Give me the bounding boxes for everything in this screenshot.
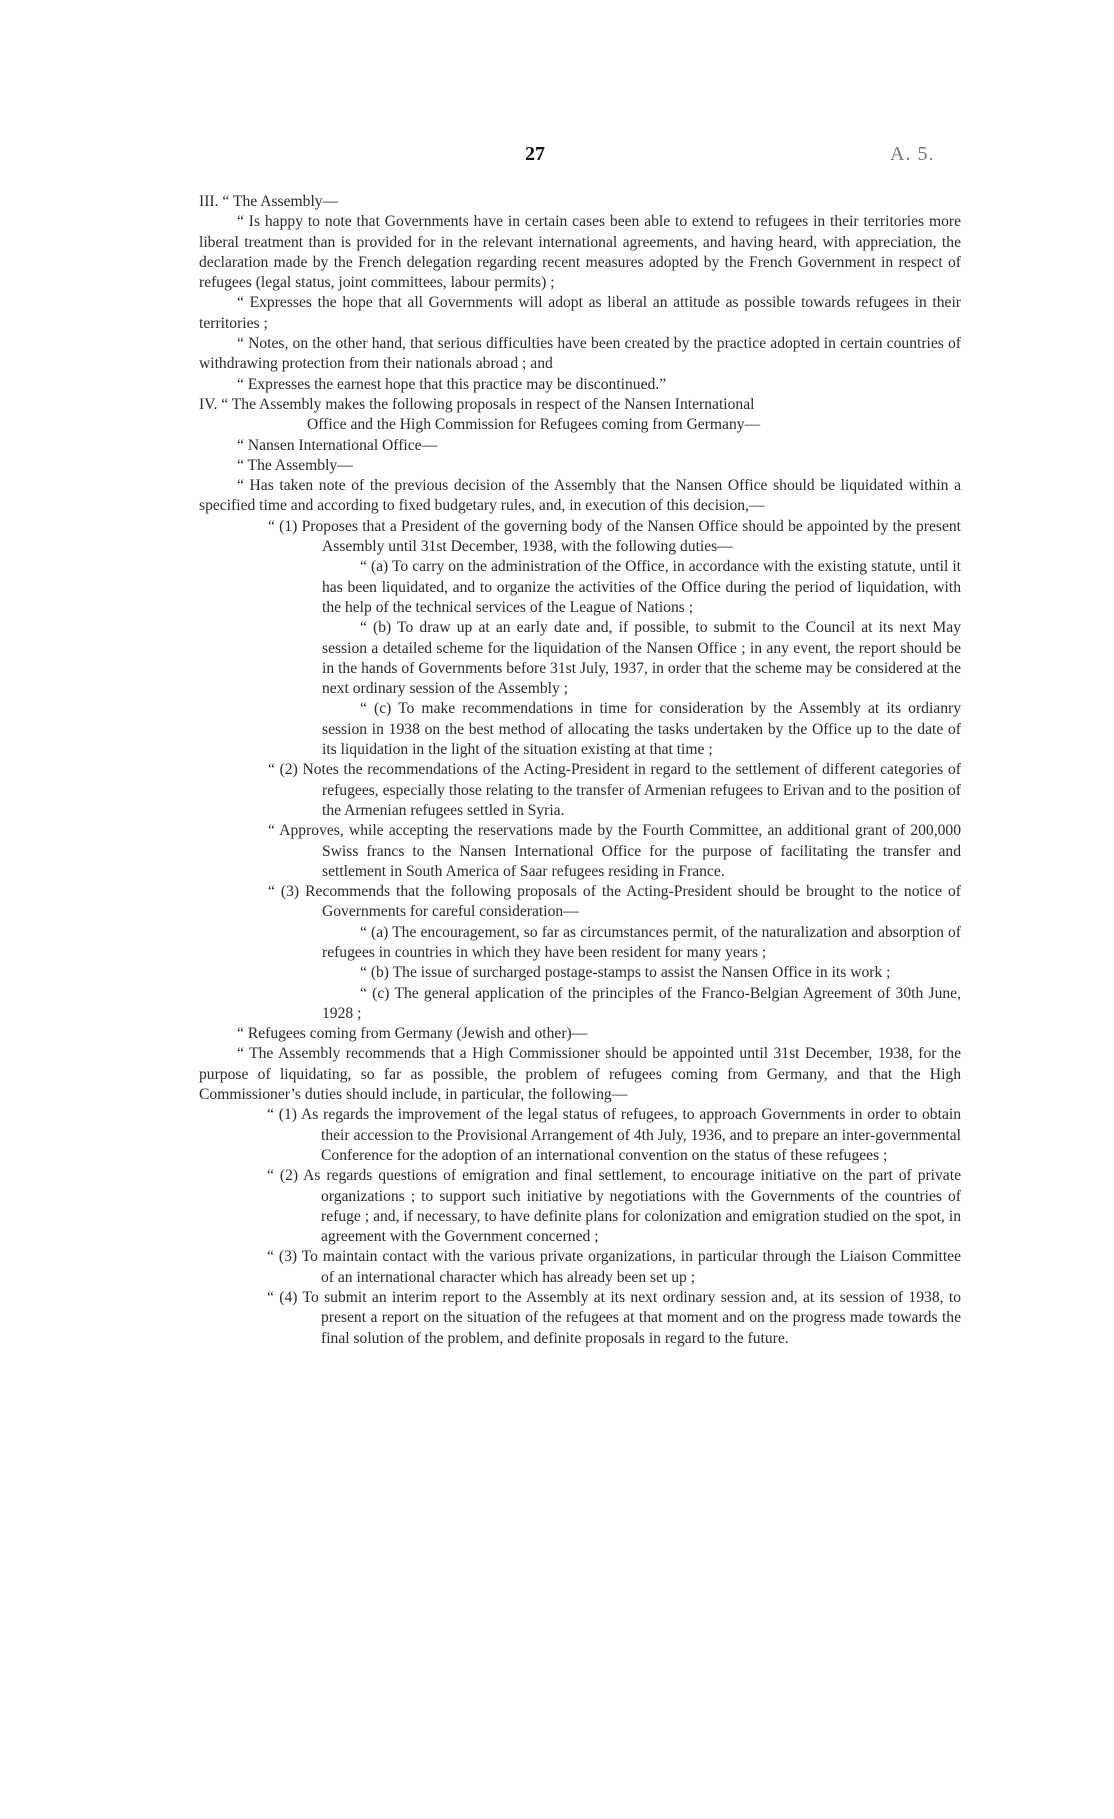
lettered-item: “ (a) The encouragement, so far as circumstances permit, of the naturalization and absorption of refugees in countries in which they have been resident for many years ; (322, 923, 961, 961)
document-body (199, 192, 961, 1349)
lettered-item: “ (c) To make recommendations in time for consideration by the Assembly at its ordianry session in 1938 on the best method of allocating the tasks undertaken by the Office up to the date of its liquidation in the light of the situation existing at that time ; (322, 700, 961, 759)
numbered-item: “ (1) As regards the improvement of the legal status of refugees, to approach Governments in order to obtain their accession to the Provisional Arrangement of 4th July, 1936, and to prepare an inter-governmental Conference for the adoption of an international convention on the status of these refugees ; (267, 1106, 961, 1164)
lettered-item: “ (b) The issue of surcharged postage-stamps to assist the Nansen Office in its work ; (360, 964, 891, 982)
section-iv-heading (199, 395, 961, 436)
paragraph: “ Is happy to note that Governments have in certain cases been able to extend to refugees in their territories more liberal treatment than is provided for in the relevant international agreements, and having heard, with appreciation, the declaration made by the French delegation regarding recent measures adopted by the French Government in respect of refugees (legal status, joint committees, labour permits) ; (199, 213, 961, 292)
section-iv-heading-line2: Office and the High Commission for Refugees coming from Germany— (307, 416, 761, 434)
paragraph: “ The Assembly recommends that a High Commissioner should be appointed until 31st December, 1938, for the purpose of liquidating, so far as possible, the problem of refugees coming from Germany, and that the High Commissioner’s duties should include, in particular, the following— (199, 1045, 961, 1104)
paragraph: “ Expresses the hope that all Governments will adopt as liberal an attitude as possible towards refugees in their territories ; (199, 294, 961, 332)
numbered-item: “ (2) As regards questions of emigration and final settlement, to encourage initiative on the part of private organizations ; to support such initiative by negotiations with the Governments of the countries of refuge ; and, if necessary, to have definite plans for colonization and emigration studied on the spot, in agreement with the Government concerned ; (267, 1167, 961, 1246)
section-iv-heading-line1: IV. “ The Assembly makes the following proposals in respect of the Nansen International (199, 395, 755, 413)
paragraph: “ Expresses the earnest hope that this practice may be discontinued.” (237, 375, 667, 393)
document-code: A. 5. (890, 143, 935, 165)
paragraph: “ Notes, on the other hand, that serious difficulties have been created by the practice adopted in certain countries of withdrawing protection from their nationals abroad ; and (199, 335, 961, 373)
numbered-item: “ (4) To submit an interim report to the Assembly at its next ordinary session and, at its session of 1938, to present a report on the situation of the refugees at that moment and on the progress made towards the final solution of the problem, and definite proposals in regard to the future. (267, 1289, 961, 1347)
paragraph: “ Has taken note of the previous decision of the Assembly that the Nansen Office should be liquidated within a specified time and according to fixed budgetary rules, and, in execution of this decision,— (199, 477, 961, 515)
page-number: 27 (525, 143, 545, 165)
subheading: “ Nansen International Office— (237, 436, 438, 454)
numbered-item: “ (3) To maintain contact with the various private organizations, in particular through the Liaison Committee of an international character which has already been set up ; (267, 1248, 961, 1286)
subheading: “ Refugees coming from Germany (Jewish and other)— (237, 1025, 588, 1043)
numbered-item: “ (3) Recommends that the following proposals of the Acting-President should be brought to the notice of Governments for careful consideration— (268, 883, 961, 921)
lettered-item: “ (b) To draw up at an early date and, if possible, to submit to the Council at its next May session a detailed scheme for the liquidation of the Nansen Office ; in any event, the report should be in the hands of Governments before 31st July, 1937, in order that the scheme may be considered at the next ordinary session of the Assembly ; (322, 619, 961, 698)
numbered-item: “ (1) Proposes that a President of the governing body of the Nansen Office should be appointed by the present Assembly until 31st December, 1938, with the following duties— (268, 517, 961, 556)
numbered-item: “ Approves, while accepting the reservations made by the Fourth Committee, an additional grant of 200,000 Swiss francs to the Nansen International Office for the purpose of facilitating the transfer and settlement in South America of Saar refugees residing in France. (268, 822, 961, 880)
section-iii-heading: III. “ The Assembly— (199, 193, 339, 210)
lettered-item: “ (a) To carry on the administration of the Office, in accordance with the existing statute, until it has been liquidated, and to organize the activities of the Office during the period of liquidation, with the help of the technical services of the League of Nations ; (322, 558, 961, 616)
numbered-item: “ (2) Notes the recommendations of the Acting-President in regard to the settlement of different categories of refugees, especially those relating to the transfer of Armenian refugees to Erivan and to the position of the Armenian refugees settled in Syria. (268, 761, 961, 819)
subheading: “ The Assembly— (237, 456, 353, 474)
lettered-item: “ (c) The general application of the principles of the Franco-Belgian Agreement of 30th June, 1928 ; (322, 984, 961, 1022)
